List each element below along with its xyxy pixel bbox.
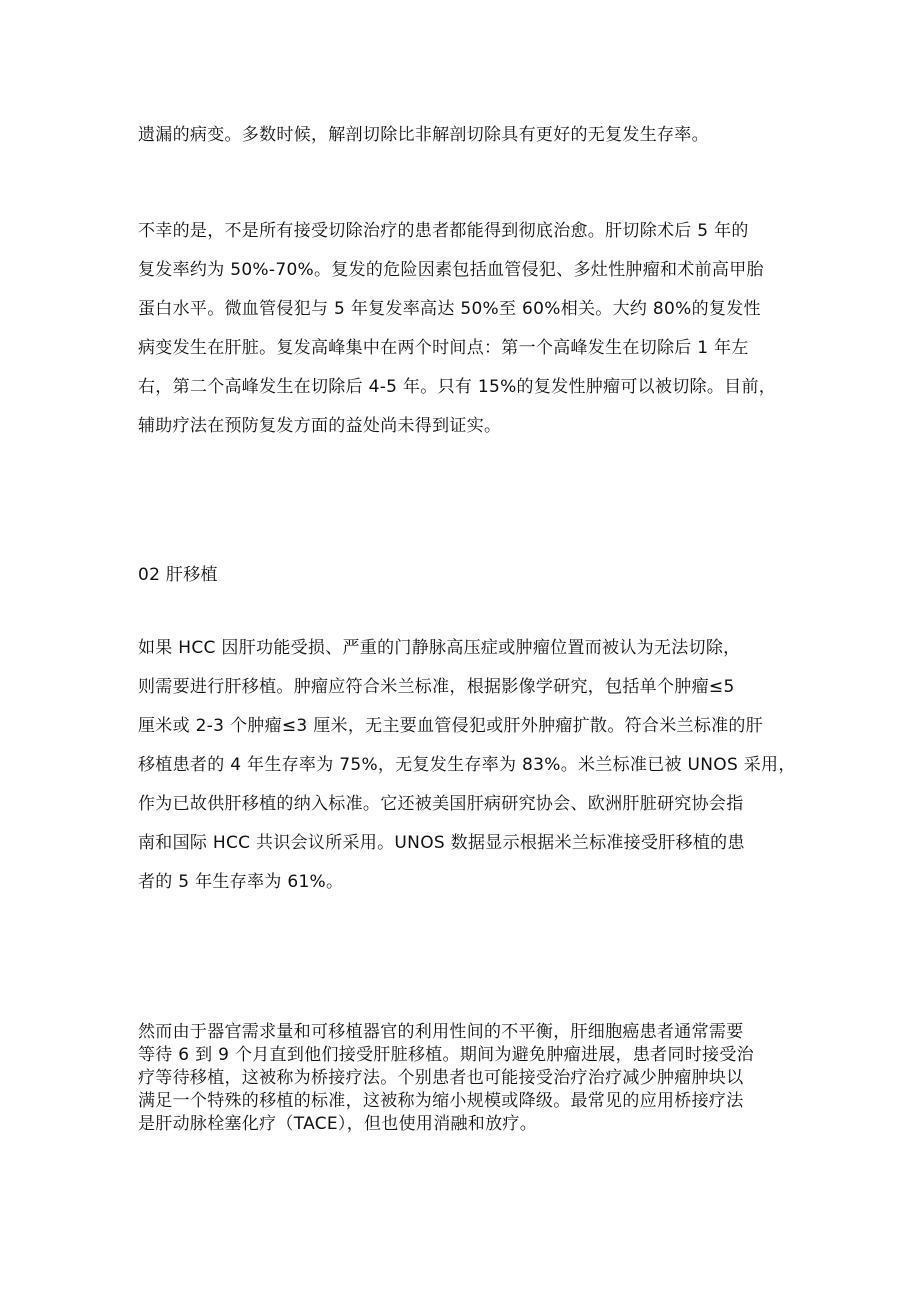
text-line: 者的 5 年生存率为 61%。 [138, 872, 344, 892]
text-line: 厘米或 2-3 个肿瘤≤3 厘米，无主要血管侵犯或肝外肿瘤扩散。符合米兰标准的肝 [138, 716, 764, 736]
text-line: 南和国际 HCC 共识会议所采用。UNOS 数据显示根据米兰标准接受肝移植的患 [138, 833, 745, 853]
text-line: 遗漏的病变。多数时候，解剖切除比非解剖切除具有更好的无复发生存率。 [138, 125, 709, 145]
paragraph-recurrence-after-resection [138, 212, 788, 446]
text-line: 等待 6 到 9 个月直到他们接受肝脏移植。期间为避免肿瘤进展，患者同时接受治 [138, 1045, 754, 1065]
text-line: 是肝动脉栓塞化疗（TACE），但也使用消融和放疗。 [138, 1114, 538, 1134]
section-heading-text: 02 肝移植 [138, 565, 218, 585]
paragraph-resection-recurrence-free [138, 116, 788, 155]
section-heading-liver-transplant [138, 556, 788, 595]
text-line: 右，第二个高峰发生在切除后 4-5 年。只有 15%的复发性肿瘤可以被切除。目前， [138, 377, 777, 397]
text-line: 如果 HCC 因肝功能受损、严重的门静脉高压症或肿瘤位置而被认为无法切除， [138, 638, 741, 658]
text-line: 病变发生在肝脏。复发高峰集中在两个时间点：第一个高峰发生在切除后 1 年左 [138, 338, 749, 358]
paragraph-milan-criteria [138, 629, 796, 902]
text-line: 然而由于器官需求量和可移植器官的利用性间的不平衡，肝细胞癌患者通常需要 [138, 1022, 744, 1042]
paragraph-bridging-therapy [138, 1021, 788, 1136]
text-line: 移植患者的 4 年生存率为 75%，无复发生存率为 83%。米兰标准已被 UNOS 采用， [138, 755, 796, 775]
text-line: 满足一个特殊的移植的标准，这被称为缩小规模或降级。最常见的应用桥接疗法 [138, 1091, 744, 1111]
text-line: 蛋白水平。微血管侵犯与 5 年复发率高达 50%至 60%相关。大约 80%的复发性 [138, 299, 761, 319]
text-line: 辅助疗法在预防复发方面的益处尚未得到证实。 [138, 416, 502, 436]
text-line: 作为已故供肝移植的纳入标准。它还被美国肝病研究协会、欧洲肝脏研究协会指 [138, 794, 744, 814]
text-line: 复发率约为 50%-70%。复发的危险因素包括血管侵犯、多灶性肿瘤和术前高甲胎 [138, 260, 764, 280]
text-line: 疗等待移植，这被称为桥接疗法。个别患者也可能接受治疗治疗减少肿瘤肿块以 [138, 1068, 744, 1088]
text-line: 则需要进行肝移植。肿瘤应符合米兰标准，根据影像学研究，包括单个肿瘤≤5 [138, 677, 735, 697]
text-line: 不幸的是，不是所有接受切除治疗的患者都能得到彻底治愈。肝切除术后 5 年的 [138, 221, 749, 241]
